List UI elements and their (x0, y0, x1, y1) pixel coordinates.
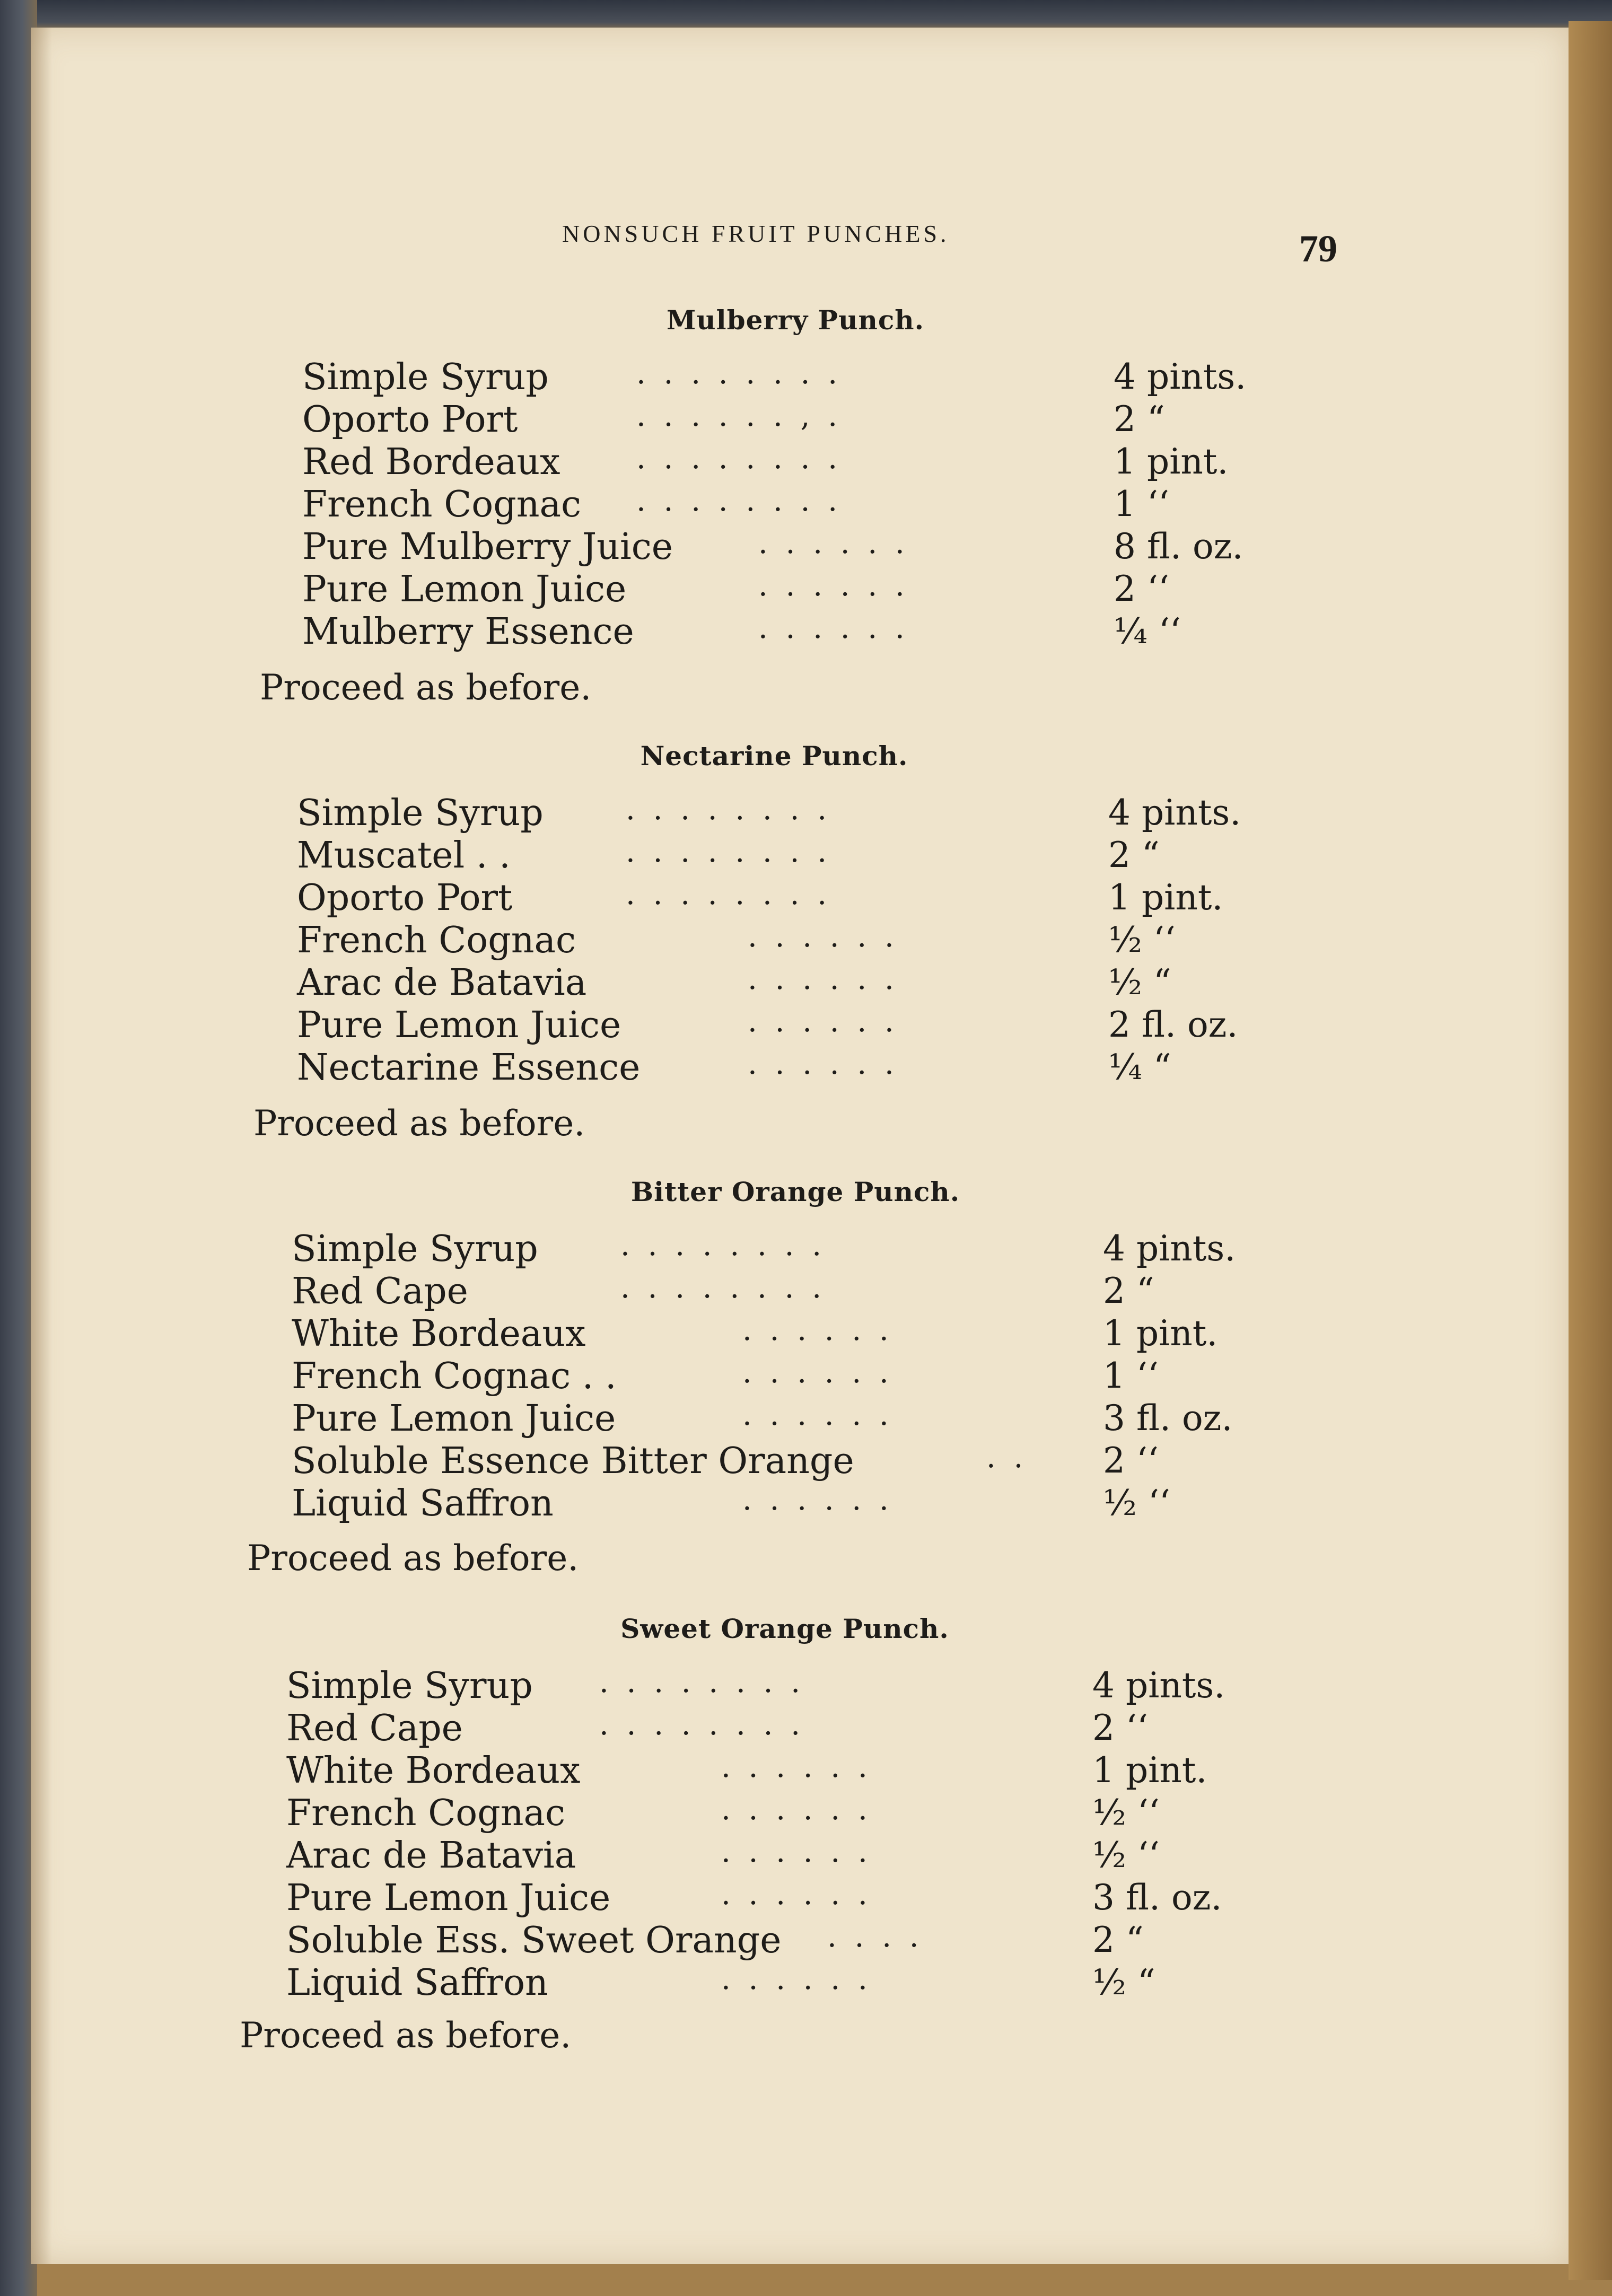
ingredient-name: Simple Syrup (302, 356, 549, 398)
ingredient-name: Pure Lemon Juice (302, 568, 627, 610)
ingredient-name: Liquid Saffron (286, 1962, 548, 2004)
book-cover-top (0, 0, 1612, 32)
leader-dots: . . . . . . (721, 1962, 872, 1996)
ingredient-quantity: 1 pint. (1103, 1313, 1218, 1354)
proceed-note: Proceed as before. (260, 667, 592, 708)
leader-dots: . . . . . . , . (636, 399, 842, 433)
ingredient-name: Soluble Essence Bitter Orange (292, 1440, 854, 1482)
recipe-title-bitter-orange: Bitter Orange Punch. (630, 1176, 960, 1207)
leader-dots: . . . . . . (748, 1004, 898, 1039)
ingredient-quantity: ½ ‘‘ (1092, 1835, 1160, 1876)
leader-dots: . . . . . . (721, 1792, 872, 1827)
ingredient-quantity: 4 pints. (1108, 792, 1241, 833)
ingredient-name: Nectarine Essence (297, 1047, 641, 1089)
ingredient-name: French Cognac (286, 1792, 566, 1834)
ingredient-name: Soluble Ess. Sweet Orange (286, 1920, 782, 1961)
ingredient-name: Simple Syrup (286, 1665, 533, 1707)
ingredient-quantity: 1 ‘‘ (1114, 484, 1169, 524)
ingredient-quantity: 4 pints. (1103, 1228, 1236, 1269)
running-head: NONSUCH FRUIT PUNCHES. (562, 220, 950, 247)
ingredient-name: Pure Mulberry Juice (302, 526, 673, 568)
ingredient-quantity: 2 ‘‘ (1114, 568, 1169, 609)
leader-dots: . . . . . . (721, 1750, 872, 1784)
leader-dots: . . . . . . . . (626, 792, 831, 827)
ingredient-quantity: 1 ‘‘ (1103, 1355, 1159, 1396)
ingredient-name: White Bordeaux (286, 1750, 581, 1792)
leader-dots: . . . . . . (742, 1398, 893, 1432)
recipe-title-mulberry: Mulberry Punch. (666, 304, 925, 336)
ingredient-quantity: 4 pints. (1092, 1665, 1225, 1706)
proceed-note: Proceed as before. (240, 2015, 572, 2056)
ingredient-quantity: 2 “ (1092, 1920, 1144, 1960)
ingredient-name: Muscatel . . (297, 835, 511, 877)
page-number: 79 (1299, 227, 1337, 270)
leader-dots: . . . . . . (742, 1355, 893, 1390)
leader-dots: . . . . . . . . (599, 1707, 805, 1742)
ingredient-quantity: ½ ‘‘ (1103, 1483, 1170, 1523)
ingredient-quantity: ½ “ (1092, 1962, 1155, 2003)
leader-dots: . . . . . . (742, 1313, 893, 1347)
ingredient-quantity: 2 ‘‘ (1103, 1440, 1159, 1481)
leader-dots: . . . . (827, 1920, 923, 1954)
leader-dots: . . . . . . (721, 1877, 872, 1912)
ingredient-quantity: ½ ‘‘ (1092, 1792, 1160, 1833)
ingredient-quantity: 2 ‘‘ (1092, 1707, 1148, 1748)
leader-dots: . . . . . . (758, 526, 909, 560)
leader-dots: . . . . . . (758, 568, 909, 603)
ingredient-name: Pure Lemon Juice (286, 1877, 611, 1919)
ingredient-name: Red Bordeaux (302, 441, 560, 483)
ingredient-name: Pure Lemon Juice (292, 1398, 616, 1440)
recipe-title-nectarine: Nectarine Punch. (640, 740, 908, 772)
ingredient-quantity: 2 “ (1108, 835, 1160, 875)
ingredient-quantity: 8 fl. oz. (1114, 526, 1243, 567)
leader-dots: . . . . . . (721, 1835, 872, 1869)
ingredient-quantity: 4 pints. (1114, 356, 1247, 397)
ingredient-name: Arac de Batavia (297, 962, 587, 1004)
ingredient-quantity: ¼ “ (1108, 1047, 1171, 1088)
ingredient-quantity: ½ ‘‘ (1108, 919, 1176, 960)
ingredient-name: Red Cape (286, 1707, 463, 1749)
leader-dots: . . . . . . . . (620, 1270, 826, 1305)
leader-dots: . . . . . . . . (636, 356, 842, 391)
ingredient-quantity: 1 pint. (1114, 441, 1229, 482)
ingredient-name: Simple Syrup (292, 1228, 538, 1270)
leader-dots: . . . . . . (758, 611, 909, 645)
leader-dots: . . (986, 1440, 1028, 1475)
proceed-note: Proceed as before. (253, 1103, 585, 1144)
ingredient-quantity: ½ “ (1108, 962, 1171, 1003)
ingredient-quantity: 1 pint. (1108, 877, 1223, 918)
leader-dots: . . . . . . (748, 1047, 898, 1081)
ingredient-quantity: ¼ ‘‘ (1114, 611, 1181, 652)
ingredient-name: Simple Syrup (297, 792, 544, 834)
ingredient-name: French Cognac . . (292, 1355, 617, 1397)
ingredient-name: Arac de Batavia (286, 1835, 576, 1877)
leader-dots: . . . . . . (742, 1483, 893, 1517)
ingredient-name: Liquid Saffron (292, 1483, 554, 1524)
ingredient-quantity: 2 fl. oz. (1108, 1004, 1238, 1045)
leader-dots: . . . . . . (748, 962, 898, 996)
proceed-note: Proceed as before. (247, 1538, 579, 1579)
ingredient-name: Mulberry Essence (302, 611, 634, 653)
page-edge (1569, 21, 1612, 2280)
ingredient-quantity: 1 pint. (1092, 1750, 1207, 1791)
ingredient-quantity: 3 fl. oz. (1103, 1398, 1233, 1439)
leader-dots: . . . . . . . . (636, 441, 842, 476)
ingredient-name: Oporto Port (297, 877, 513, 919)
ingredient-name: French Cognac (302, 484, 582, 525)
ingredient-name: Red Cape (292, 1270, 468, 1312)
ingredient-name: White Bordeaux (292, 1313, 586, 1355)
recipe-title-sweet-orange: Sweet Orange Punch. (620, 1613, 949, 1644)
leader-dots: . . . . . . (748, 919, 898, 954)
ingredient-quantity: 2 “ (1114, 399, 1165, 440)
gutter-shadow (31, 28, 52, 2264)
leader-dots: . . . . . . . . (636, 484, 842, 518)
leader-dots: . . . . . . . . (620, 1228, 826, 1263)
ingredient-name: Oporto Port (302, 399, 518, 441)
leader-dots: . . . . . . . . (599, 1665, 805, 1699)
leader-dots: . . . . . . . . (626, 877, 831, 912)
ingredient-quantity: 2 “ (1103, 1270, 1154, 1311)
ingredient-quantity: 3 fl. oz. (1092, 1877, 1222, 1918)
ingredient-name: Pure Lemon Juice (297, 1004, 621, 1046)
leader-dots: . . . . . . . . (626, 835, 831, 869)
ingredient-name: French Cognac (297, 919, 576, 961)
